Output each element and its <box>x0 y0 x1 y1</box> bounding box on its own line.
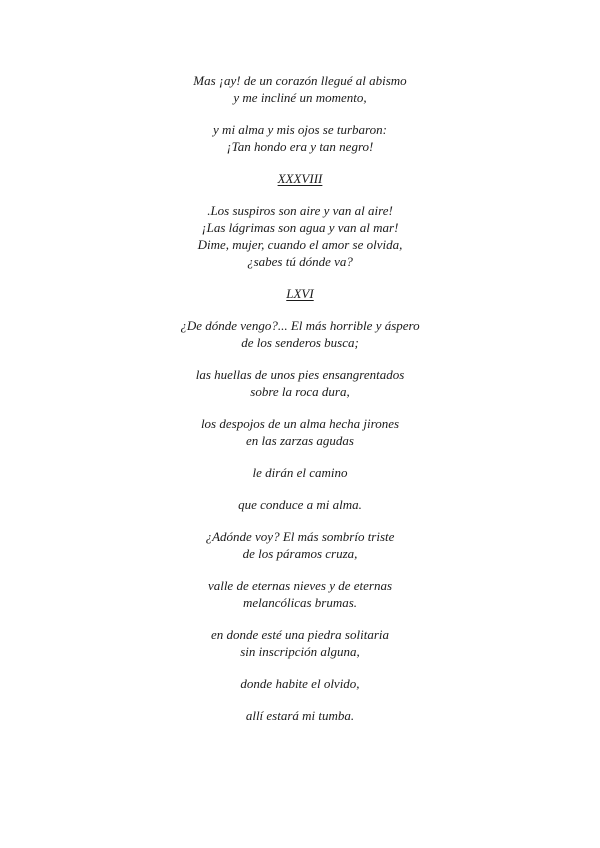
verse-line: ¿sabes tú dónde va? <box>247 254 353 269</box>
section-heading-wrap <box>0 285 600 317</box>
verse-line: los despojos de un alma hecha jirones <box>200 416 400 431</box>
verse-line: sin inscripción alguna, <box>240 644 360 659</box>
verse-line: melancólicas brumas. <box>242 595 358 610</box>
section-heading-wrap <box>0 170 600 202</box>
verse-line: de los senderos busca; <box>241 335 359 350</box>
verse-line: ¿De dónde vengo?... El más horrible y áspero <box>180 318 420 333</box>
verse-line: valle de eternas nieves y de eternas <box>207 578 393 593</box>
poem-body <box>0 72 600 739</box>
verse-line: .Los suspiros son aire y van al aire! <box>207 203 393 218</box>
verse-line: ¡Tan hondo era y tan negro! <box>226 139 374 154</box>
stanza <box>0 366 600 400</box>
stanza <box>0 626 600 660</box>
section-heading: XXXVIII <box>277 171 323 186</box>
verse-line: Mas ¡ay! de un corazón llegué al abismo <box>193 73 407 88</box>
verse-line: ¡Las lágrimas son agua y van al mar! <box>201 220 399 235</box>
stanza <box>0 675 600 692</box>
stanza <box>0 528 600 562</box>
stanza <box>0 415 600 449</box>
verse-line: Dime, mujer, cuando el amor se olvida, <box>197 237 403 252</box>
stanza <box>0 577 600 611</box>
verse-line: de los páramos cruza, <box>242 546 358 561</box>
verse-line: donde habite el olvido, <box>240 676 360 691</box>
stanza <box>0 121 600 155</box>
stanza <box>0 707 600 724</box>
stanza <box>0 496 600 513</box>
verse-line: en las zarzas agudas <box>246 433 354 448</box>
verse-line: allí estará mi tumba. <box>245 708 355 723</box>
verse-line: le dirán el camino <box>252 465 348 480</box>
verse-line: en donde esté una piedra solitaria <box>210 627 389 642</box>
verse-line: las huellas de unos pies ensangrentados <box>195 367 405 382</box>
stanza <box>0 202 600 270</box>
stanza <box>0 72 600 106</box>
verse-line: sobre la roca dura, <box>250 384 350 399</box>
stanza <box>0 464 600 481</box>
stanza <box>0 317 600 351</box>
verse-line: que conduce a mi alma. <box>238 497 362 512</box>
section-heading: LXVI <box>286 286 314 301</box>
verse-line: ¿Adónde voy? El más sombrío triste <box>205 529 395 544</box>
verse-line: y me incliné un momento, <box>233 90 367 105</box>
verse-line: y mi alma y mis ojos se turbaron: <box>213 122 387 137</box>
